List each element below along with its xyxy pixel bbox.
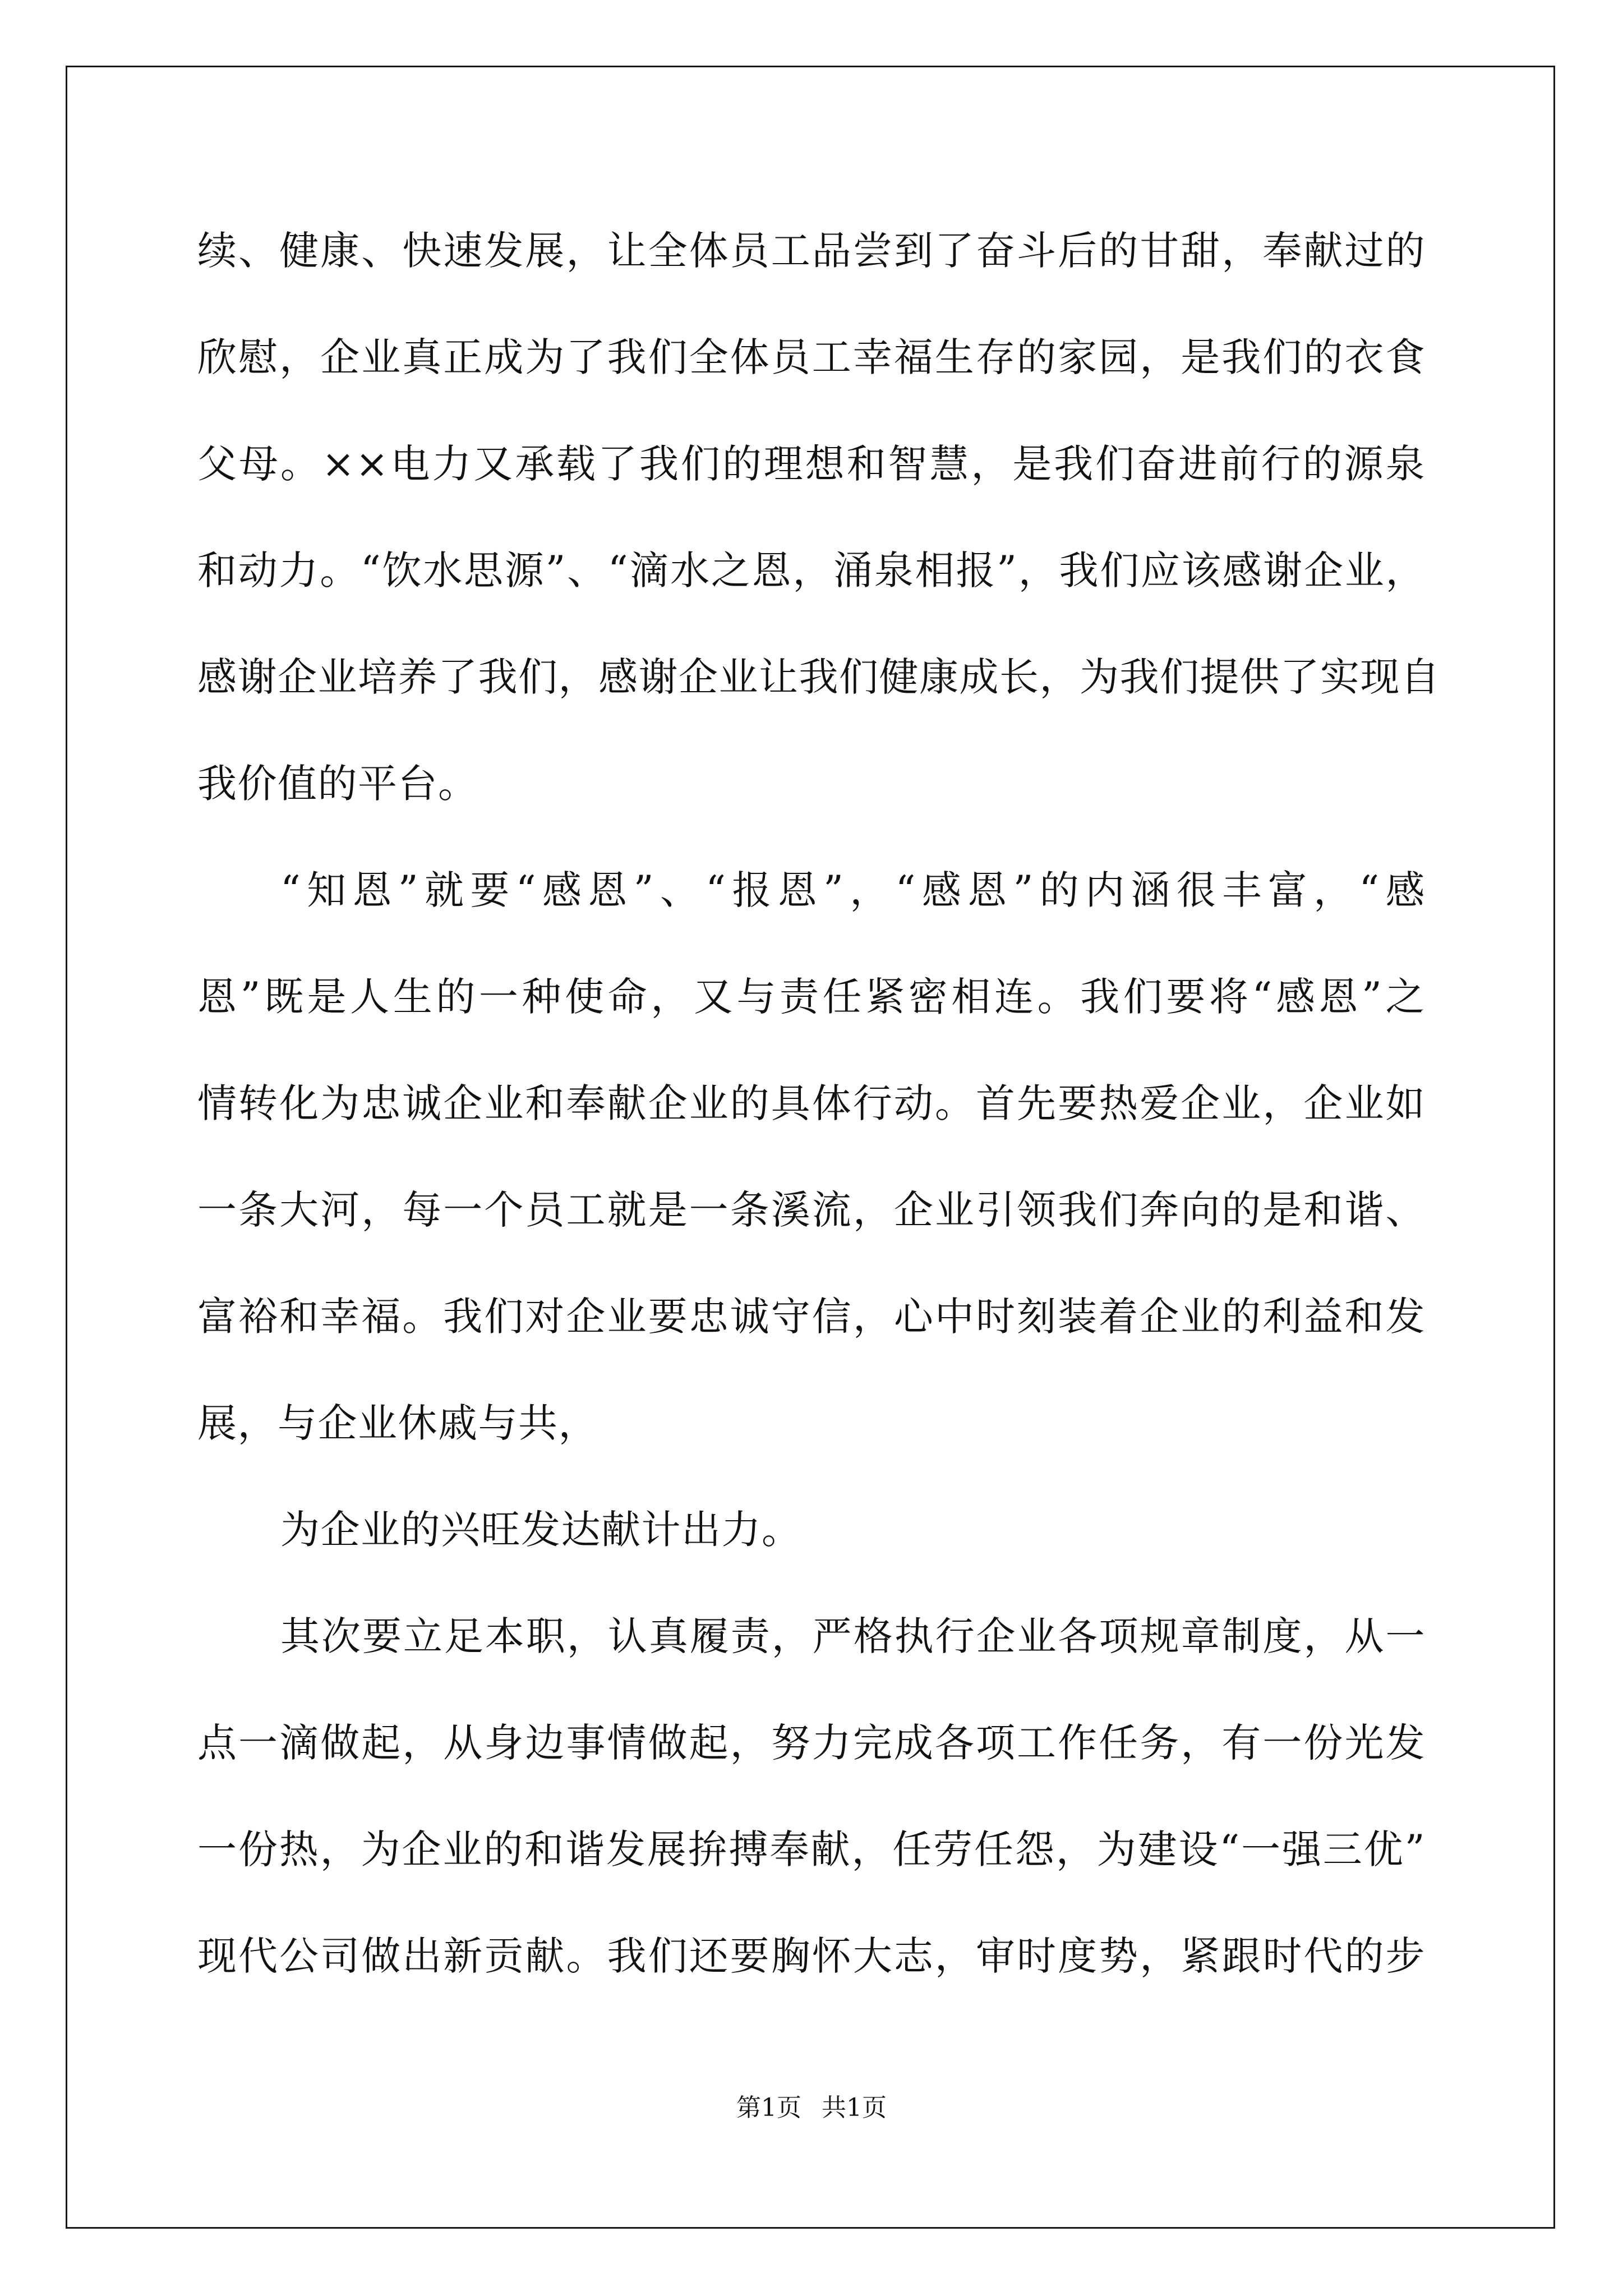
page-footer (0, 2091, 1623, 2125)
text-line: 我价值的平台。 (197, 761, 478, 807)
text-line: 展，与企业休戚与共， (197, 1400, 598, 1446)
text-line: 其次要立足本职，认真履责，严格执行企业各项规章制度，从一 (280, 1613, 1426, 1659)
text-line: 欣慰，企业真正成为了我们全体员工幸福生存的家园，是我们的衣食 (197, 334, 1426, 380)
text-line: 点一滴做起，从身边事情做起，努力完成各项工作任务，有一份光发 (197, 1720, 1426, 1766)
text-line: 父母。××电力又承载了我们的理想和智慧，是我们奋进前行的源泉 (197, 441, 1426, 487)
current-page-number: 第1页 (736, 2093, 801, 2122)
text-line: “知恩”就要“感恩”、“报恩”，“感恩”的内涵很丰富，“感 (280, 867, 1426, 913)
text-line: 情转化为忠诚企业和奉献企业的具体行动。首先要热爱企业，企业如 (197, 1080, 1426, 1126)
text-line: 为企业的兴旺发达献计出力。 (280, 1507, 802, 1553)
text-line: 一份热，为企业的和谐发展拚搏奉献，任劳任怨，为建设“一强三优” (197, 1826, 1426, 1872)
text-line: 感谢企业培养了我们，感谢企业让我们健康成长，为我们提供了实现自 (197, 654, 1441, 700)
text-line: 富裕和幸福。我们对企业要忠诚守信，心中时刻装着企业的利益和发 (197, 1294, 1426, 1340)
total-pages: 共1页 (822, 2093, 887, 2122)
text-line: 现代公司做出新贡献。我们还要胸怀大志，审时度势，紧跟时代的步 (197, 1933, 1426, 1979)
text-line: 恩”既是人生的一种使命，又与责任紧密相连。我们要将“感恩”之 (197, 974, 1426, 1020)
text-line: 续、健康、快速发展，让全体员工品尝到了奋斗后的甘甜，奉献过的 (197, 228, 1426, 274)
text-line: 和动力。“饮水思源”、“滴水之恩，涌泉相报”，我们应该感谢企业， (197, 547, 1426, 593)
document-body (197, 209, 1441, 2021)
text-line: 一条大河，每一个员工就是一条溪流，企业引领我们奔向的是和谐、 (197, 1187, 1426, 1233)
